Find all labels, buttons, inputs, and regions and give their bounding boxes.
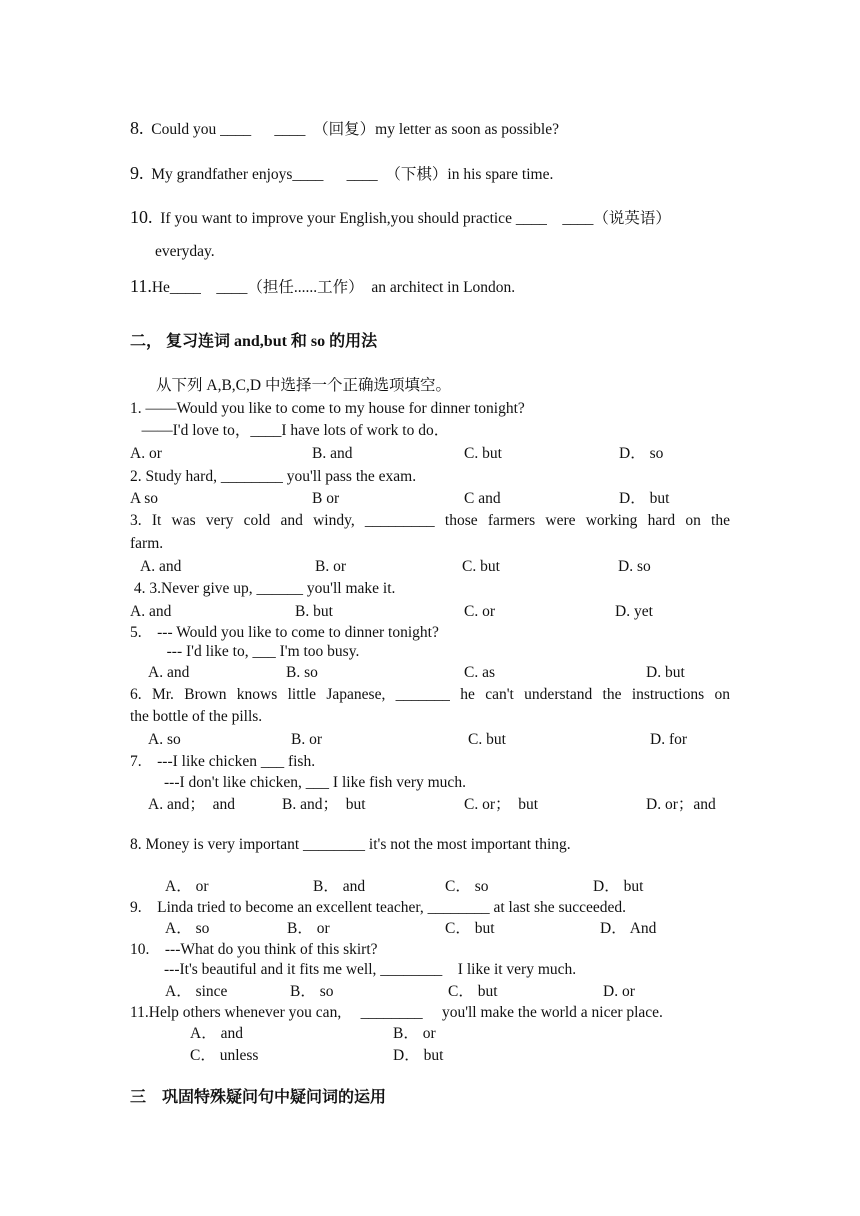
option: C． so <box>445 878 489 895</box>
section2-heading: 二， 复习连词 and,but 和 so 的用法 <box>130 333 378 350</box>
option: B. or <box>315 558 346 575</box>
option: D． but <box>393 1047 444 1064</box>
option: D. but <box>646 664 685 681</box>
option: B or <box>312 490 340 507</box>
option: C. but <box>468 731 506 748</box>
option: B. so <box>286 664 318 681</box>
question-line: ——I'd love to，____I have lots of work to do． <box>130 422 450 439</box>
option: B. but <box>295 603 333 620</box>
item-text: If you want to improve your English,you should practice ____ ____（说英语） <box>160 210 671 227</box>
question-line: 5. --- Would you like to come to dinner tonight? <box>130 624 439 641</box>
option: B． or <box>287 920 330 937</box>
option: B． or <box>393 1025 436 1042</box>
item-text: Could you ____ ____ （回复）my letter as soon as possible? <box>151 121 559 138</box>
option: A. and <box>130 603 172 620</box>
option: A. and <box>140 558 182 575</box>
fill-item-11 <box>130 276 515 298</box>
option: C. but <box>462 558 500 575</box>
option: A． so <box>165 920 210 937</box>
option: C. but <box>464 445 502 462</box>
option: D. yet <box>615 603 653 620</box>
item-number: 10. <box>130 207 153 227</box>
item-number: 11. <box>130 276 152 296</box>
item-number: 9. <box>130 163 144 183</box>
option: A. and； and <box>148 796 235 813</box>
option: A． or <box>165 878 209 895</box>
item-text: everyday. <box>155 243 215 260</box>
fill-item-9 <box>130 163 553 185</box>
option: D. for <box>650 731 688 748</box>
option: D. or；and <box>646 796 716 813</box>
question-line: 10. ---What do you think of this skirt? <box>130 941 378 958</box>
option: D. or <box>603 983 635 1000</box>
question-line: ---I don't like chicken, ___ I like fish very much. <box>164 774 466 791</box>
section3-heading: 三 巩固特殊疑问句中疑问词的运用 <box>130 1089 387 1106</box>
fill-item-10-cont <box>155 242 215 262</box>
option: B． and <box>313 878 366 895</box>
question-line: 11.Help others whenever you can, ________ you'll make the world a nicer place. <box>130 1004 663 1021</box>
question-line: 7. ---I like chicken ___ fish. <box>130 753 316 770</box>
question-line: 6. Mr. Brown knows little Japanese, _______ he can't understand the instructions on <box>130 686 730 703</box>
item-number: 8. <box>130 118 144 138</box>
question-line: 3. It was very cold and windy, _________ those farmers were working hard on the <box>130 512 730 529</box>
option: C． unless <box>190 1047 259 1064</box>
option: B． so <box>290 983 334 1000</box>
option: D． And <box>600 920 657 937</box>
option: D． but <box>619 490 670 507</box>
option: C． but <box>445 920 495 937</box>
option: C. or； but <box>464 796 539 813</box>
option: C. as <box>464 664 495 681</box>
section2-instruction: 从下列 A,B,C,D 中选择一个正确选项填空。 <box>156 377 451 394</box>
option: B. or <box>291 731 322 748</box>
question-line: ---It's beautiful and it fits me well, ________ I like it very much. <box>164 961 577 978</box>
question-line: 4. 3.Never give up, ______ you'll make it. <box>130 580 396 597</box>
option: A. so <box>148 731 181 748</box>
option: D． but <box>593 878 644 895</box>
option: A. or <box>130 445 162 462</box>
question-line: 1. ——Would you like to come to my house for dinner tonight? <box>130 400 525 417</box>
item-text: He____ ____（担任......工作） an architect in London. <box>151 279 516 296</box>
item-text: My grandfather enjoys____ ____ （下棋）in his spare time. <box>151 166 554 183</box>
option: A so <box>130 490 158 507</box>
option: C. or <box>464 603 495 620</box>
fill-item-8 <box>130 118 559 140</box>
fill-item-10 <box>130 207 671 229</box>
option: C and <box>464 490 501 507</box>
option: A． since <box>165 983 228 1000</box>
question-line: 9. Linda tried to become an excellent teacher, ________ at last she succeeded. <box>130 899 627 916</box>
question-line: 8. Money is very important ________ it's not the most important thing. <box>130 836 571 853</box>
option: D. so <box>618 558 651 575</box>
option: A. and <box>148 664 190 681</box>
option: D． so <box>619 445 664 462</box>
option: C． but <box>448 983 498 1000</box>
option: B. and <box>312 445 353 462</box>
question-line: --- I'd like to, ___ I'm too busy. <box>155 643 360 660</box>
question-line: 2. Study hard, ________ you'll pass the exam. <box>130 468 417 485</box>
question-line: the bottle of the pills. <box>130 708 263 725</box>
question-line: farm. <box>130 535 164 552</box>
option: B. and； but <box>282 796 366 813</box>
option: A． and <box>190 1025 243 1042</box>
